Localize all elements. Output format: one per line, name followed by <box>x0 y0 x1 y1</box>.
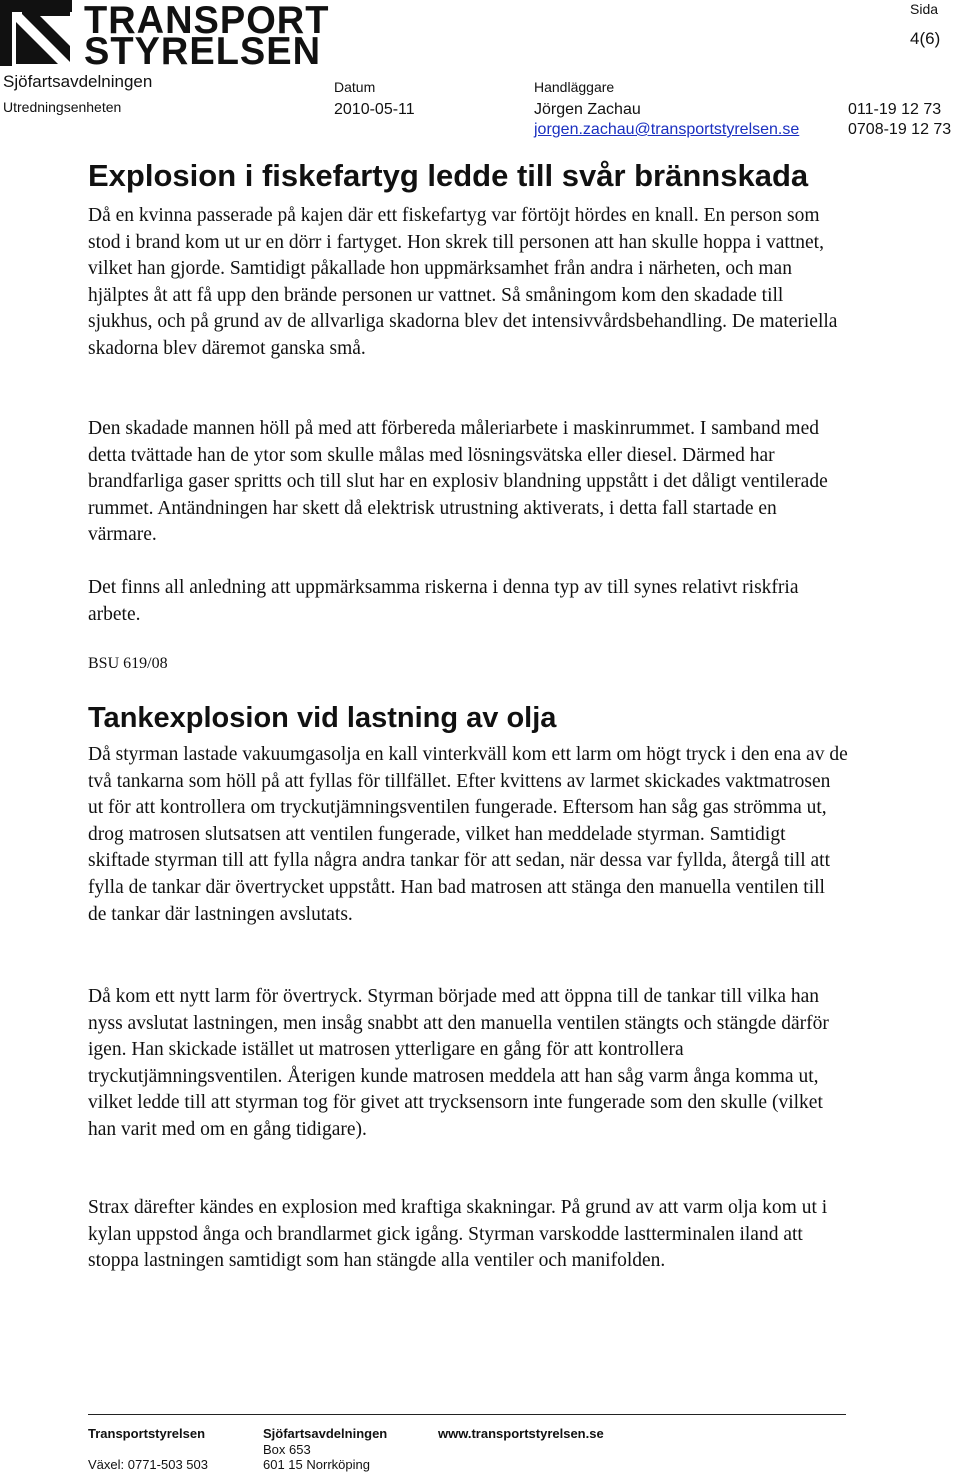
mobile-number: 0708-19 12 73 <box>848 121 952 138</box>
footer-postal: 601 15 Norrköping <box>263 1457 370 1472</box>
case-reference: BSU 619/08 <box>88 655 168 672</box>
section2-paragraph-2: Då kom ett nytt larm för övertryck. Styrman började med att öppna till de tankar till vilka han nyss avslutat lastningen, men insåg snabbt att den manuella ventilen stängts och stängde därför igen. Han skickade istället ut matrosen ytterligare en gång för att kontrollera tryckutjämningsventilen. Återigen kunde matrosen meddela att han såg varm ånga komma ut, vilket ledde till att styrman tog för givet att trycksensorn inte fungerade som den skulle (vilket han varit med om en gång tidigare). <box>88 986 829 1140</box>
header-unit: Utredningsenheten <box>3 99 122 115</box>
section1-paragraph-3: Det finns all anledning att uppmärksamma riskerna i denna typ av till synes relativt riskfria arbete. <box>88 577 799 625</box>
page-label: Sida <box>910 1 939 17</box>
section1-title: Explosion i fiskefartyg ledde till svår brännskada <box>88 158 809 193</box>
handler-label: Handläggare <box>534 79 615 95</box>
header-department: Sjöfartsavdelningen <box>3 72 153 91</box>
footer-switchboard: Växel: 0771-503 503 <box>88 1457 208 1472</box>
footer-divider <box>88 1414 846 1415</box>
footer-department: Sjöfartsavdelningen <box>263 1426 388 1441</box>
footer-org: Transportstyrelsen <box>88 1426 206 1441</box>
date-label: Datum <box>334 79 376 95</box>
section2-paragraph-1: Då styrman lastade vakuumgasolja en kall vinterkväll kom ett larm om högt tryck i den ena av de två tankarna som höll på att fyllas för tillfället. Efter kvittens av larmet skickades vaktmatrosen ut för att kontrollera om tryckutjämningsventilen fungerade. Eftersom han såg gas strömma ut, drog matrosen slutsatsen att ventilen fungerade, vilket han meddelade styrman. Samtidigt skiftade styrman till att fylla några andra tankar för att sedan, när dessa var fyllda, återgå till att fylla de tankar där övertrycket uppstått. Han bad matrosen att stänga den manuella ventilen till de tankar där lastningen avslutats. <box>88 744 848 925</box>
page-number: 4(6) <box>910 29 941 48</box>
footer-website-link[interactable]: www.transportstyrelsen.se <box>438 1426 604 1441</box>
section2-paragraph-3: Strax därefter kändes en explosion med kraftiga skakningar. På grund av att varm olja kom ut i kylan uppstod ånga och brandlarmet gick igång. Styrman varskodde lastterminalen iland att stoppa lastningen samtidigt som han stängde alla ventiler och manifolden. <box>88 1197 828 1272</box>
date-value: 2010-05-11 <box>334 101 415 118</box>
section1-paragraph-1: Då en kvinna passerade på kajen där ett fiskefartyg var förtöjt hördes en knall. En person som stod i brand kom ut ur en dörr i fartyget. Hon skrek till personen att han skulle hoppa i vattnet, vilket han gjorde. Samtidigt påkallade hon uppmärksamhet från andra i närheten, och man hjälptes åt att få upp den brände personen ur vattnet. Så småningom kom den skadade till sjukhus, och på grund av de allvarliga skadorna blev det intensivvårdsbehandling. De materiella skadorna blev däremot ganska små. <box>88 205 838 359</box>
section2-title: Tankexplosion vid lastning av olja <box>88 702 557 734</box>
logo-wordmark-line1: TRANSPORT <box>84 0 330 43</box>
section1-paragraph-2: Den skadade mannen höll på med att förbereda måleriarbete i maskinrummet. I samband med detta tvättade han de ytor som skulle målas med lösningsvätska eller diesel. Därmed har brandfarliga gaser spritts och till slut har en explosiv blandning uppstått i det dåligt ventilerade rummet. Antändningen har skett då elektrisk utrustning aktiverats, i detta fall startade en värmare. <box>88 418 828 546</box>
logo-wordmark-line2: STYRELSEN <box>84 30 322 74</box>
handler-name: Jörgen Zachau <box>534 101 641 118</box>
transportstyrelsen-logo-icon <box>0 0 72 66</box>
phone-number: 011-19 12 73 <box>848 101 942 118</box>
footer-box: Box 653 <box>263 1442 311 1457</box>
handler-email-link[interactable]: jorgen.zachau@transportstyrelsen.se <box>534 121 800 138</box>
